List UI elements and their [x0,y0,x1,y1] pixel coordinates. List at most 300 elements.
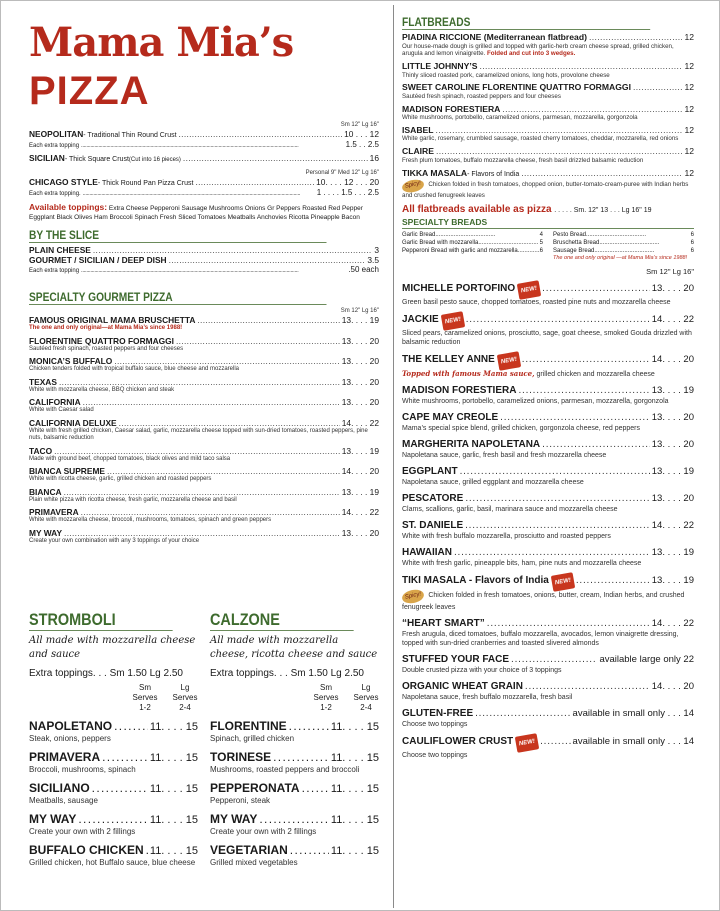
menu-item-row [402,735,694,751]
desc-text: Napoletana sauce, fresh buffalo mozzarella, fresh basil [402,694,573,702]
menu-item-row [29,446,379,456]
item-price: 14. . . . 22 [651,314,694,326]
pizza-entry [402,412,694,433]
toppings-label: Available toppings: [29,202,108,212]
menu-item-row [402,681,694,693]
stromboli-size-header [29,683,198,713]
desc-text: grilled chicken and mozzarella cheese [534,371,655,379]
item-price: 11. . . . 15 [330,783,379,795]
gourmet-size-header: Sm 12" Lg 16" [340,308,379,314]
avail-label: All flatbreads available as pizza [402,203,552,215]
bread-row [402,247,543,255]
item-name: MY WAY [210,812,258,826]
leader-dots [114,719,148,733]
item-price: 3 [374,245,379,255]
item-name: MY WAY [29,812,77,826]
leader-dots [81,267,346,276]
item-name: MADISON FORESTIERA [402,103,501,114]
menu-item-row [402,282,694,298]
desc-text: Fresh arugula, diced tomatoes, buffalo mozzarella, avocados, lemon vinaigrette dressing, topped with sun-dried cranberries and toasted slivered almonds [402,631,679,648]
item-price: 12 [684,146,694,157]
item-name: ISABEL [402,124,434,135]
item-description: Meatballs, sausage [29,796,98,805]
item-name: SWEET CAROLINE FLORENTINE QUATTRO FORMAGGI [402,82,631,93]
item-description: White with mozzarella cheese, broccoli, mushrooms, tomatoes, spinach and green peppers [29,517,272,523]
slice-extra-row [29,265,379,276]
item-name: NAPOLETANO [29,719,113,733]
title-script: Mama Mia’s [29,19,294,66]
item-name: PRIMAVERA [29,507,79,517]
pizza-entry [402,439,694,460]
item-price: 11. . . . 15 [149,721,198,733]
leader-dots [540,736,570,748]
item-description [402,397,694,406]
leader-dots [525,681,650,693]
right-size-header: Sm 12" Lg 16" [646,267,694,277]
right-pizza-list [402,282,694,760]
item-price: 14. . . . 20 [651,354,694,366]
item-sub: - Traditional Thin Round Crust [83,132,177,139]
neopolitan-extra-row [29,141,379,150]
item-price: 16 [369,153,379,163]
new-badge: NEW! [517,280,541,300]
item-price: 11. . . . 15 [330,721,379,733]
bread-price: 6 [690,239,694,246]
leader-dots [594,247,690,255]
extra-price: 1.5 . . 2.5 [345,140,379,149]
item-price: 3.5 [367,255,379,265]
item-name: LITTLE JOHNNY’S [402,61,478,72]
leader-dots [487,618,650,630]
leader-dots [169,255,366,265]
item-name: MONICA’S BUFFALO [29,356,113,366]
item-name: FAMOUS ORIGINAL MAMA BRUSCHETTA [29,315,196,325]
item-price: 13. . . . 19 [341,445,379,456]
item-name: PEPPERONATA [210,781,300,795]
leader-dots [518,247,540,255]
leader-dots [146,843,148,857]
menu-item-row [29,781,198,796]
item-description [402,451,694,460]
menu-item-row [402,32,694,43]
menu-item-row [402,547,694,559]
item-description: Grilled mixed vegetables [210,858,298,867]
item-name: GOURMET / SICILIAN / DEEP DISH [29,255,167,265]
bread-name: Garlic Bread with mozzarella [402,239,479,246]
item-sub: - Thick Round Pan Pizza Crust [97,180,194,187]
menu-item-row [29,507,379,517]
sicilian-row [29,153,379,165]
menu-item-row [402,618,694,630]
item-price: 13. . . . 20 [341,356,379,366]
menu-item-row [210,750,379,765]
desc-text: Thinly sliced roasted pork, caramelized onions, long hots, provolone cheese [402,71,610,79]
leader-dots [478,239,539,247]
item-name: CHICAGO STYLE [29,177,98,187]
item-price: 13. . . . 19 [651,385,694,397]
menu-item-row [29,397,379,407]
leader-dots [521,168,682,179]
pizza-entry [402,708,694,729]
stromboli-calzone-section [29,610,379,868]
leader-dots [302,781,329,795]
menu-item-row [29,315,379,325]
leader-dots [518,385,649,397]
item-description: The one and only original—at Mama Mia’s since 1988! [29,325,183,331]
item-name: PRIMAVERA [29,750,101,764]
bread-row [553,231,694,239]
specialty-breads-heading: SPECIALTY BREADS [402,217,694,229]
sm-serves: 1-2 [139,703,151,712]
item-price: 12 [684,61,694,72]
item-name: BIANCA [29,486,62,497]
item-price: 14. . . . 22 [341,507,379,517]
menu-item-row [29,487,379,497]
item-name: CLAIRE [402,146,434,157]
desc-text: Clams, scallions, garlic, basil, marinara sauce and mozzarella cheese [402,506,618,514]
item-description [402,72,694,80]
menu-item-row [29,255,379,265]
pizza-entry [402,466,694,487]
item-description [402,369,694,379]
pizza-entry [402,654,694,675]
new-badge: NEW! [515,733,539,753]
leader-dots [633,82,682,93]
item-name: NEOPOLITAN [29,129,84,139]
item-price: available in small only . . . 14 [572,708,694,720]
item-price: 10 . . . 12 [344,129,379,139]
extra-price: .50 each [348,265,379,274]
pizza-entry [402,385,694,406]
desc-text: White with fresh garlic, pineapple bits, ham, pine nuts and mozzarella cheese [402,560,642,568]
item-price: 13. . . . 20 [341,376,379,387]
desc-text: Chicken folded in fresh tomatoes, onions, butter, cream, Indian herbs, and crushed fenugreek leaves [402,592,685,612]
item-name: CALIFORNIA DELUXE [29,417,117,428]
desc-text: Choose two toppings [402,721,468,729]
item-name: EGGPLANT [402,466,458,478]
menu-item-row [402,654,694,666]
menu-item-row [210,843,379,858]
item-description: Create your own combination with any 3 toppings of your choice [29,537,200,544]
item-sub: - Flavors of India [467,170,520,178]
item-price: 14. . . . 22 [651,618,694,630]
item-name: HAWAIIAN [402,547,452,559]
item-name: PLAIN CHEESE [29,245,91,255]
item-name: THE KELLEY ANNE [402,354,495,366]
new-badge: NEW! [440,311,464,331]
desc-text: White mushrooms, portobello, caramelized onions, parmesan, mozzarella, gorgonzola [402,114,638,122]
leader-dots [107,466,340,476]
serves-label: Serves [313,693,339,702]
breads-right-col [553,231,694,262]
desc-text: Double crusted pizza with your choice of 3 toppings [402,667,562,675]
item-name: CAPE MAY CREOLE [402,412,499,424]
desc-text: Napoletana sauce, grilled eggplant and mozzarella cheese [402,479,584,487]
avail-price: . . . . . Sm. 12" 13 . . . Lg 16" 19 [554,206,652,214]
bread-price: 6 [690,231,694,238]
item-price: 11. . . . 15 [330,845,379,857]
item-price: 12 [684,32,694,42]
leader-dots [119,418,340,428]
column-divider [393,5,394,908]
flatbreads-heading: FLATBREADS [402,15,650,30]
menu-item-row [402,61,694,72]
leader-dots [78,812,148,826]
menu-item-row [402,385,694,397]
item-price: 11. . . . 15 [149,783,198,795]
item-description [402,666,694,675]
item-name: CAULIFLOWER CRUST [402,736,514,748]
item-price: 12 [684,167,694,178]
desc-text: Choose two toppings [402,752,468,760]
available-toppings [29,203,379,222]
item-description: Grilled chicken, hot Buffalo sauce, blue cheese [29,858,196,867]
leader-dots [259,812,329,826]
leader-dots [183,153,368,163]
item-name: BUFFALO CHICKEN [29,843,144,857]
item-description [402,590,694,612]
lg-serves: 2-4 [360,703,372,712]
stromboli-column [29,610,198,868]
desc-text: Sliced pears, caramelized onions, prosciutto, sage, goat cheese, smoked Gouda drizzled with balsamic reduction [402,330,692,347]
item-name: SICILIAN [29,153,65,163]
bread-name: Sausage Bread [553,247,595,254]
item-description [402,43,694,59]
title-bold: PIZZA [29,69,150,113]
menu-item-row [29,418,379,428]
leader-dots [542,439,650,451]
menu-item-row [29,466,379,476]
menu-item-row [402,146,694,157]
menu-item-row [29,377,379,387]
extra-label: Each extra topping [29,143,80,149]
leader-dots [102,750,148,764]
menu-item-row [402,82,694,93]
item-name: SICILIANO [29,781,90,795]
item-price: available large only 22 [599,654,694,666]
bread-row [553,247,694,255]
calzone-column [210,610,379,868]
item-name: ST. DANIELE [402,520,464,532]
item-price: 13. . . . 19 [651,575,694,587]
item-price: 11. . . . 15 [149,814,198,826]
item-description [402,298,694,307]
calzone-size-header [210,683,379,713]
item-description: White with Caesar salad [29,407,94,413]
item-description: Mushrooms, roasted peppers and broccoli [210,765,360,774]
calzone-subtitle: All made with mozzarella cheese, ricotta cheese and sauce [210,635,378,660]
item-description [402,693,694,702]
desc-text: Napoletana sauce, garlic, fresh basil and fresh mozzarella cheese [402,452,607,460]
menu-item-row [402,412,694,424]
desc-text: Mama’s special spice blend, grilled chicken, gorgonzola cheese, red peppers [402,425,641,433]
item-price: 13. . . . 20 [651,439,694,451]
menu-item-row [402,574,694,590]
item-description [402,630,694,648]
item-name: TACO [29,445,53,456]
menu-item-row [29,245,379,255]
item-description: Plain white pizza with ricotta cheese, fresh garlic, mozzarella cheese and basil [29,496,237,503]
right-column [402,15,694,760]
leader-dots [500,412,650,424]
menu-item-row [29,528,379,538]
item-name: TEXAS [29,376,57,387]
leader-dots [195,177,314,187]
leader-dots [465,520,650,532]
menu-item-row [402,125,694,136]
menu-item-row [402,466,694,478]
item-price: 13. . . . 20 [651,412,694,424]
desc-text: White mushrooms, portobello, caramelized onions, parmesan, mozzarella, gorgonzola [402,398,669,406]
item-price: 11. . . . 15 [330,814,379,826]
item-description: Broccoli, mushrooms, spinach [29,765,136,774]
item-description [402,559,694,568]
leader-dots [59,377,340,387]
item-name: PESCATORE [402,493,464,505]
leader-dots [83,190,315,198]
item-price: 12 [684,103,694,114]
leader-dots [436,146,682,157]
leader-dots [522,354,650,366]
gourmet-list [29,315,379,545]
pizza-entry [402,520,694,541]
pizza-entry [402,313,694,347]
desc-text: White with fresh buffalo mozzarella, prosciutto and roasted peppers [402,533,611,541]
bread-row [402,231,543,239]
item-name: GLUTEN-FREE [402,708,474,720]
neopolitan-row [29,129,379,141]
item-price: 13. . . . 19 [341,315,379,325]
stromboli-subtitle: All made with mozzarella cheese and sauce [29,635,196,660]
item-price: 12 [684,82,694,93]
slice-list [29,245,379,265]
leader-dots [273,750,329,764]
menu-item-row [402,708,694,720]
pizza-entry [402,735,694,760]
bread-price: 6 [539,247,543,254]
item-price: 14. . . . 20 [651,681,694,693]
desc-text: Our house-made dough is grilled and topped with garlic-herb cream cheese spread, grilled chicken, arugula and lemon vinaigrette. [402,42,674,58]
bread-price: 5 [539,239,543,246]
pizza-entry [402,353,694,379]
menu-item-row [29,719,198,734]
leader-dots [93,245,372,255]
serves-label: Serves [353,693,379,702]
pizza-entry [402,282,694,307]
item-description [402,720,694,729]
leader-dots [64,487,340,497]
leader-dots [64,528,340,538]
calzone-heading: CALZONE [210,610,354,631]
item-price: 11. . . . 15 [149,752,198,764]
leader-dots [179,129,343,139]
desc-highlight: Topped with famous Mama sauce, [402,369,535,379]
item-description: Steak, onions, peppers [29,734,111,743]
bread-tagline: The one and only original —at Mama Mia’s since 1988! [553,254,688,261]
item-description: White with ricotta cheese, garlic, grilled chicken and roasted peppers [29,476,212,482]
leader-dots [465,493,649,505]
extra-label: Each extra topping. [29,191,81,197]
item-price: 13. . . . 20 [341,397,379,407]
item-price: 12 [684,124,694,135]
spicy-badge: Spicy! [401,178,425,194]
leader-dots [114,356,339,366]
item-price: 14. . . . 22 [651,520,694,532]
menu-item-row [29,812,198,827]
bread-name: Pesto Bread [553,231,587,238]
menu-item-row [210,719,379,734]
menu-item-row [402,313,694,329]
bread-name: Pepperoni Bread with garlic and mozzarella [402,247,518,254]
leader-dots [81,142,344,150]
desc-text: Green basil pesto sauce, chopped tomatoes, roasted pine nuts and mozzarella cheese [402,299,671,307]
item-description [402,329,694,347]
item-name: TIKI MASALA - Flavors of India [402,575,549,587]
item-note: (Cut into 16 pieces) [128,157,181,163]
leader-dots [599,239,690,247]
item-price: available in small only . . . 14 [572,736,694,748]
specialty-breads-grid [402,231,694,262]
item-sub: - Thick Square Crust [64,156,129,163]
new-badge: NEW! [551,572,575,592]
lg-label: Lg [361,683,371,692]
item-description: Create your own with 2 fillings [29,827,136,836]
pizza-entry [402,574,694,612]
item-price: 13. . . . 20 [341,335,379,346]
leader-dots [435,231,539,239]
desc-text: Chicken folded in fresh tomatoes, chopped onion, butter-tomato-cream-puree with Indian herbs and crushed fenugreek leaves [402,181,689,199]
chicago-size-header: Personal 9" Med 12" Lg 16" [305,170,379,176]
item-price: 13. . . . 20 [651,493,694,505]
specialty-gourmet-heading: SPECIALTY GOURMET PIZZA [29,290,327,305]
item-description: Sautéed fresh spinach, roasted peppers and four cheeses [29,345,184,352]
leader-dots [197,315,339,325]
desc-highlight: Folded and cut into 3 wedges. [486,50,576,58]
serves-label: Serves [172,693,198,702]
leader-dots [92,781,148,795]
stromboli-extra: Extra toppings. . . Sm 1.50 Lg 2.50 [29,668,183,679]
chicago-extra-row [29,189,379,198]
item-name: MICHELLE PORTOFINO [402,283,516,295]
pizza-entry [402,547,694,568]
leader-dots [576,575,650,587]
leader-dots [502,104,682,115]
item-description: White with mozzarella cheese, BBQ chicken and steak [29,386,175,393]
breads-right [553,231,694,262]
item-name: MADISON FORESTIERA [402,385,517,397]
sm-label: Sm [139,683,151,692]
menu-item-row [402,104,694,115]
extra-price: 1 . . . . 1.5 . . . 2.5 [316,188,379,197]
pizza-entry [402,618,694,648]
leader-dots [460,466,650,478]
leader-dots [479,61,682,72]
stromboli-list [29,719,198,868]
breads-left [402,231,543,262]
item-name: STUFFED YOUR FACE [402,654,510,666]
item-price: 13. . . . 19 [651,466,694,478]
menu-item-row [402,353,694,369]
leader-dots [475,708,570,720]
item-description: Pepperoni, steak [210,796,271,805]
menu-item-row [210,812,379,827]
item-name: PIADINA RICCIONE (Mediterranean flatbread) [402,32,587,42]
item-name: JACKIE [402,314,439,326]
item-price: 13. . . . 19 [341,486,379,497]
item-name: FLORENTINE [210,719,287,733]
item-name: CALIFORNIA [29,397,81,407]
calzone-list [210,719,379,868]
